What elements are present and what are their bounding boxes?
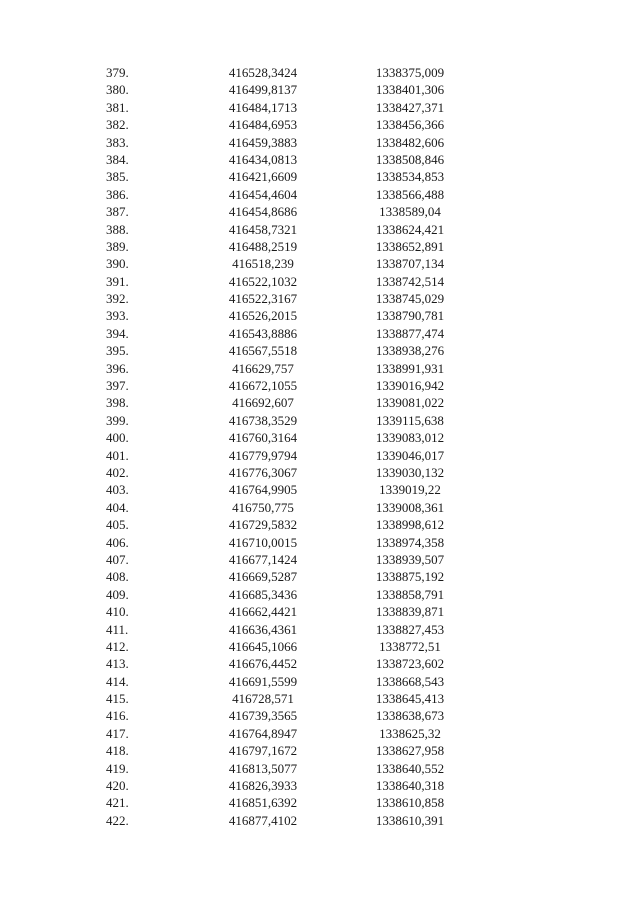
point-number: 413. (106, 656, 129, 672)
y-coordinate: 1339019,22 (379, 482, 441, 498)
x-coordinate: 416776,3067 (228, 464, 298, 480)
point-number: 386. (106, 186, 129, 202)
y-coordinate: 1338534,853 (375, 169, 445, 185)
point-number: 416. (106, 708, 129, 724)
point-number: 418. (106, 743, 129, 759)
y-coordinate: 1338991,931 (375, 360, 445, 376)
y-coordinate: 1338482,606 (375, 134, 445, 150)
table-row (0, 203, 640, 220)
table-row (0, 64, 640, 81)
y-coordinate: 1338772,51 (379, 638, 441, 654)
x-coordinate: 416454,4604 (228, 186, 298, 202)
point-number: 406. (106, 534, 129, 550)
x-coordinate: 416739,3565 (228, 708, 298, 724)
table-row (0, 307, 640, 324)
y-coordinate: 1338742,514 (375, 273, 445, 289)
point-number: 381. (106, 99, 129, 115)
point-number: 414. (106, 673, 129, 689)
x-coordinate: 416454,8686 (228, 204, 298, 220)
x-coordinate: 416518,239 (232, 256, 294, 272)
x-coordinate: 416543,8886 (228, 325, 298, 341)
table-row (0, 707, 640, 724)
y-coordinate: 1338707,134 (375, 256, 445, 272)
table-row (0, 568, 640, 585)
x-coordinate: 416499,8137 (228, 82, 298, 98)
x-coordinate: 416760,3164 (228, 430, 298, 446)
y-coordinate: 1338508,846 (375, 151, 445, 167)
x-coordinate: 416877,4102 (228, 812, 298, 828)
y-coordinate: 1338745,029 (375, 291, 445, 307)
x-coordinate: 416779,9794 (228, 447, 298, 463)
y-coordinate: 1338858,791 (375, 586, 445, 602)
point-number: 392. (106, 291, 129, 307)
x-coordinate: 416764,8947 (228, 725, 298, 741)
table-row (0, 812, 640, 829)
point-number: 379. (106, 65, 129, 80)
x-coordinate: 416522,3167 (228, 291, 298, 307)
x-coordinate: 416750,775 (232, 499, 294, 515)
table-row (0, 603, 640, 620)
table-row (0, 621, 640, 638)
y-coordinate: 1339046,017 (375, 447, 445, 463)
table-row (0, 394, 640, 411)
y-coordinate: 1338939,507 (375, 551, 445, 567)
table-row (0, 725, 640, 742)
x-coordinate: 416729,5832 (228, 517, 298, 533)
point-number: 409. (106, 586, 129, 602)
y-coordinate: 1338652,891 (375, 238, 445, 254)
x-coordinate: 416672,1055 (228, 378, 298, 394)
x-coordinate: 416728,571 (232, 691, 294, 707)
point-number: 422. (106, 812, 129, 828)
point-number: 400. (106, 430, 129, 446)
table-row (0, 360, 640, 377)
point-number: 380. (106, 82, 129, 98)
y-coordinate: 1338640,318 (375, 778, 445, 794)
point-number: 382. (106, 117, 129, 133)
table-row (0, 116, 640, 133)
y-coordinate: 1339083,012 (375, 430, 445, 446)
point-number: 405. (106, 517, 129, 533)
x-coordinate: 416813,5077 (228, 760, 298, 776)
x-coordinate: 416484,1713 (228, 99, 298, 115)
y-coordinate: 1338566,488 (375, 186, 445, 202)
point-number: 420. (106, 778, 129, 794)
y-coordinate: 1338790,781 (375, 308, 445, 324)
y-coordinate: 1338839,871 (375, 604, 445, 620)
point-number: 390. (106, 256, 129, 272)
point-number: 395. (106, 343, 129, 359)
y-coordinate: 1338645,413 (375, 691, 445, 707)
y-coordinate: 1338974,358 (375, 534, 445, 550)
x-coordinate: 416488,2519 (228, 238, 298, 254)
y-coordinate: 1338877,474 (375, 325, 445, 341)
x-coordinate: 416851,6392 (228, 795, 298, 811)
y-coordinate: 1338624,421 (375, 221, 445, 237)
x-coordinate: 416458,7321 (228, 221, 298, 237)
table-row (0, 81, 640, 98)
point-number: 408. (106, 569, 129, 585)
y-coordinate: 1338668,543 (375, 673, 445, 689)
y-coordinate: 1339081,022 (375, 395, 445, 411)
point-number: 397. (106, 378, 129, 394)
x-coordinate: 416738,3529 (228, 412, 298, 428)
point-number: 384. (106, 151, 129, 167)
table-row (0, 777, 640, 794)
table-row (0, 377, 640, 394)
table-row (0, 134, 640, 151)
table-row (0, 760, 640, 777)
point-number: 388. (106, 221, 129, 237)
x-coordinate: 416421,6609 (228, 169, 298, 185)
table-row (0, 534, 640, 551)
x-coordinate: 416629,757 (232, 360, 294, 376)
point-number: 399. (106, 412, 129, 428)
table-row (0, 186, 640, 203)
y-coordinate: 1338827,453 (375, 621, 445, 637)
x-coordinate: 416692,607 (232, 395, 294, 411)
table-row (0, 481, 640, 498)
point-number: 391. (106, 273, 129, 289)
y-coordinate: 1338610,858 (375, 795, 445, 811)
point-number: 398. (106, 395, 129, 411)
point-number: 403. (106, 482, 129, 498)
y-coordinate: 1338427,371 (375, 99, 445, 115)
table-row (0, 673, 640, 690)
point-number: 387. (106, 204, 129, 220)
y-coordinate: 1338456,366 (375, 117, 445, 133)
x-coordinate: 416528,3424 (228, 65, 298, 80)
table-row (0, 551, 640, 568)
table-row (0, 447, 640, 464)
table-row (0, 464, 640, 481)
y-coordinate: 1338610,391 (375, 812, 445, 828)
table-row (0, 273, 640, 290)
table-row (0, 499, 640, 516)
table-row (0, 99, 640, 116)
x-coordinate: 416676,4452 (228, 656, 298, 672)
table-row (0, 429, 640, 446)
y-coordinate: 1338640,552 (375, 760, 445, 776)
y-coordinate: 1338938,276 (375, 343, 445, 359)
point-number: 401. (106, 447, 129, 463)
y-coordinate: 1338998,612 (375, 517, 445, 533)
y-coordinate: 1338723,602 (375, 656, 445, 672)
point-number: 410. (106, 604, 129, 620)
x-coordinate: 416710,0015 (228, 534, 298, 550)
coordinate-table (0, 64, 640, 829)
table-row (0, 742, 640, 759)
point-number: 394. (106, 325, 129, 341)
table-row (0, 586, 640, 603)
y-coordinate: 1338401,306 (375, 82, 445, 98)
point-number: 396. (106, 360, 129, 376)
y-coordinate: 1339115,638 (376, 412, 444, 428)
table-row (0, 325, 640, 342)
x-coordinate: 416645,1066 (228, 638, 298, 654)
y-coordinate: 1338875,192 (375, 569, 445, 585)
x-coordinate: 416669,5287 (228, 569, 298, 585)
point-number: 411. (106, 621, 129, 637)
point-number: 385. (106, 169, 129, 185)
x-coordinate: 416636,4361 (228, 621, 298, 637)
table-row (0, 255, 640, 272)
x-coordinate: 416764,9905 (228, 482, 298, 498)
table-row (0, 690, 640, 707)
x-coordinate: 416685,3436 (228, 586, 298, 602)
x-coordinate: 416826,3933 (228, 778, 298, 794)
x-coordinate: 416484,6953 (228, 117, 298, 133)
point-number: 415. (106, 691, 129, 707)
y-coordinate: 1338589,04 (379, 204, 441, 220)
x-coordinate: 416522,1032 (228, 273, 298, 289)
y-coordinate: 1338627,958 (375, 743, 445, 759)
table-row (0, 151, 640, 168)
table-row (0, 794, 640, 811)
point-number: 412. (106, 638, 129, 654)
point-number: 402. (106, 464, 129, 480)
y-coordinate: 1339008,361 (375, 499, 445, 515)
point-number: 407. (106, 551, 129, 567)
point-number: 419. (106, 760, 129, 776)
point-number: 393. (106, 308, 129, 324)
x-coordinate: 416434,0813 (228, 151, 298, 167)
y-coordinate: 1338638,673 (375, 708, 445, 724)
x-coordinate: 416567,5518 (228, 343, 298, 359)
y-coordinate: 1338625,32 (379, 725, 441, 741)
table-row (0, 290, 640, 307)
table-row (0, 638, 640, 655)
point-number: 383. (106, 134, 129, 150)
point-number: 389. (106, 238, 129, 254)
x-coordinate: 416526,2015 (228, 308, 298, 324)
table-row (0, 655, 640, 672)
point-number: 421. (106, 795, 129, 811)
table-row (0, 342, 640, 359)
y-coordinate: 1339016,942 (375, 378, 445, 394)
x-coordinate: 416459,3883 (228, 134, 298, 150)
point-number: 404. (106, 499, 129, 515)
x-coordinate: 416662,4421 (228, 604, 298, 620)
x-coordinate: 416677,1424 (228, 551, 298, 567)
table-row (0, 168, 640, 185)
x-coordinate: 416797,1672 (228, 743, 298, 759)
y-coordinate: 1339030,132 (375, 464, 445, 480)
table-row (0, 238, 640, 255)
table-row (0, 516, 640, 533)
point-number: 417. (106, 725, 129, 741)
table-row (0, 221, 640, 238)
table-row (0, 412, 640, 429)
y-coordinate: 1338375,009 (375, 65, 445, 80)
x-coordinate: 416691,5599 (228, 673, 298, 689)
